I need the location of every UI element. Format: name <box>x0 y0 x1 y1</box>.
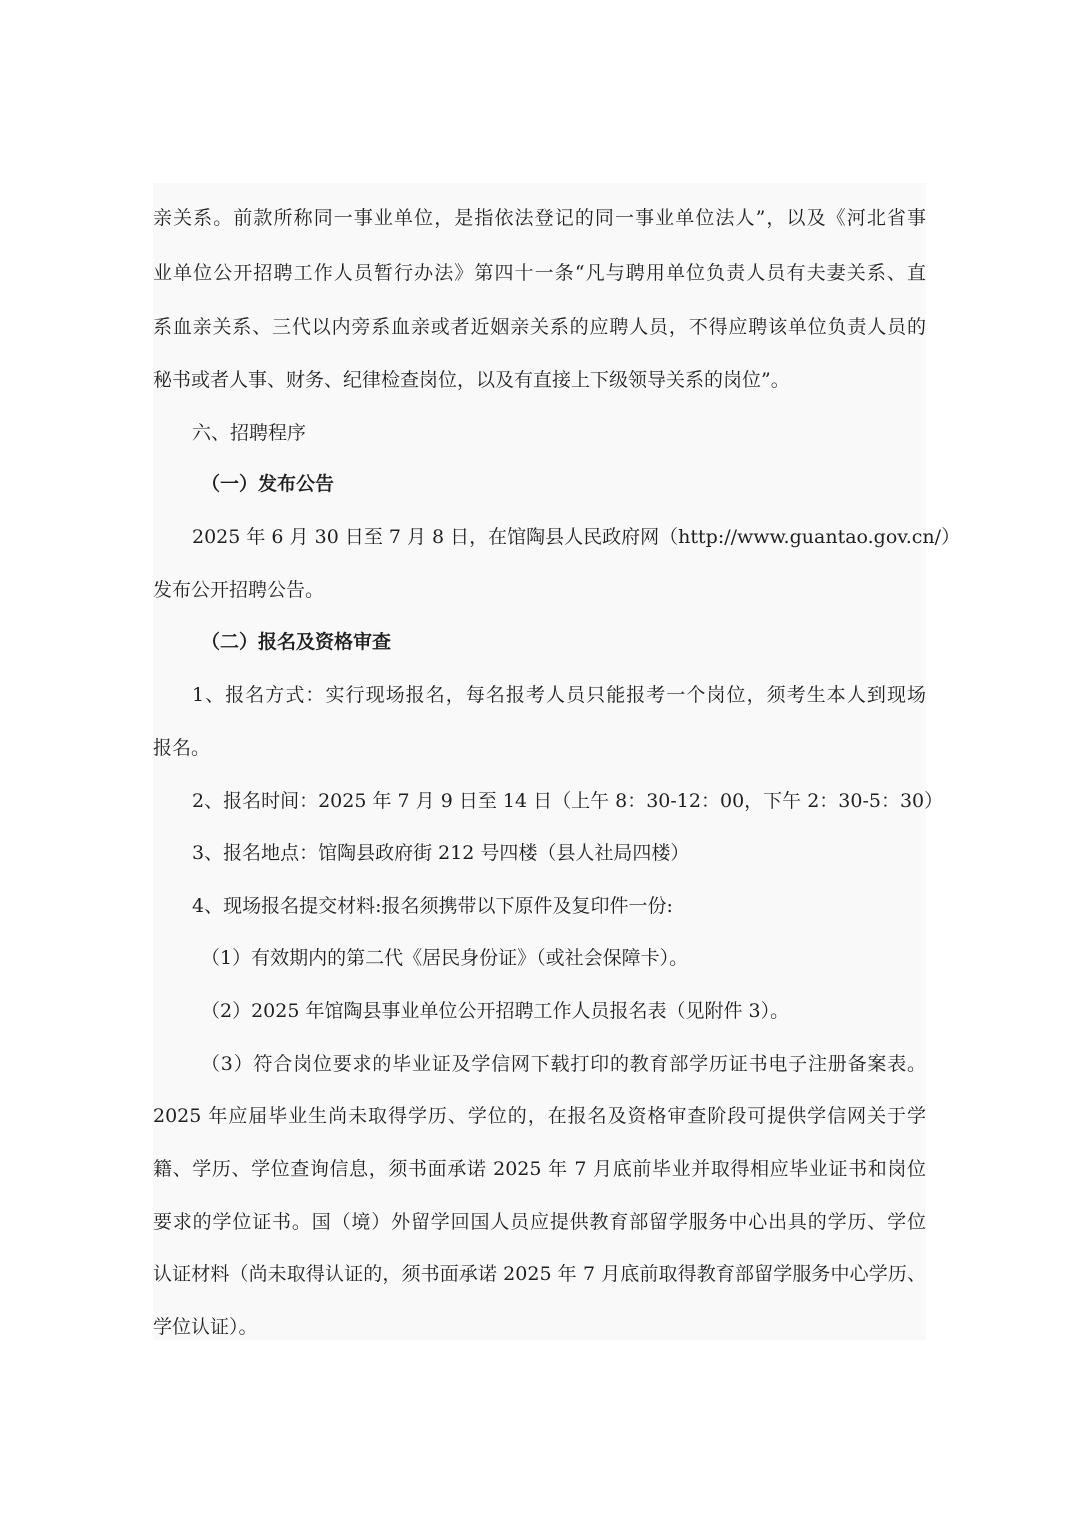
material-item: （1）有效期内的第二代《居民身份证》（或社会保障卡）。 <box>201 947 689 969</box>
sub-heading: （一）发布公告 <box>201 473 335 495</box>
section-heading: 六、招聘程序 <box>192 422 307 444</box>
paragraph-line: 学位认证）。 <box>153 1316 258 1338</box>
list-item-continuation: 报名。 <box>153 737 211 759</box>
paragraph-line: 秘书或者人事、财务、纪律检查岗位，以及有直接上下级领导关系的岗位”。 <box>153 369 790 391</box>
paragraph-line: 系血亲关系、三代以内旁系血亲或者近姻亲关系的应聘人员，不得应聘该单位负责人员的 <box>153 316 926 338</box>
document-page <box>153 183 961 1340</box>
list-item: 4、现场报名提交材料:报名须携带以下原件及复印件一份: <box>192 895 673 917</box>
paragraph-line: 2025 年应届毕业生尚未取得学历、学位的，在报名及资格审查阶段可提供学信网关于学 <box>153 1105 926 1127</box>
paragraph-line: 亲关系。前款所称同一事业单位，是指依法登记的同一事业单位法人”，以及《河北省事 <box>153 207 926 229</box>
sub-heading: （二）报名及资格审查 <box>201 631 392 653</box>
paragraph-line: 2025 年 6 月 30 日至 7 月 8 日，在馆陶县人民政府网（http://www.guantao.gov.cn/） <box>192 526 961 548</box>
list-item: 3、报名地点：馆陶县政府街 212 号四楼（县人社局四楼） <box>192 842 690 864</box>
material-item: （2）2025 年馆陶县事业单位公开招聘工作人员报名表（见附件 3）。 <box>201 1000 790 1022</box>
material-item: （3）符合岗位要求的毕业证及学信网下载打印的教育部学历证书电子注册备案表。 <box>201 1053 926 1075</box>
paragraph-line: 业单位公开招聘工作人员暂行办法》第四十一条“凡与聘用单位负责人员有夫妻关系、直 <box>153 262 926 284</box>
list-item: 1、报名方式：实行现场报名，每名报考人员只能报考一个岗位，须考生本人到现场 <box>192 684 926 706</box>
paragraph-line: 认证材料（尚未取得认证的，须书面承诺 2025 年 7 月底前取得教育部留学服务中心学历、 <box>153 1263 926 1285</box>
paragraph-line: 发布公开招聘公告。 <box>153 579 325 601</box>
paragraph-line: 要求的学位证书。国（境）外留学回国人员应提供教育部留学服务中心出具的学历、学位 <box>153 1211 926 1233</box>
list-item: 2、报名时间：2025 年 7 月 9 日至 14 日（上午 8：30-12：00，下午 2：30-5：30） <box>192 790 944 812</box>
paragraph-line: 籍、学历、学位查询信息，须书面承诺 2025 年 7 月底前毕业并取得相应毕业证书和岗位 <box>153 1158 926 1180</box>
